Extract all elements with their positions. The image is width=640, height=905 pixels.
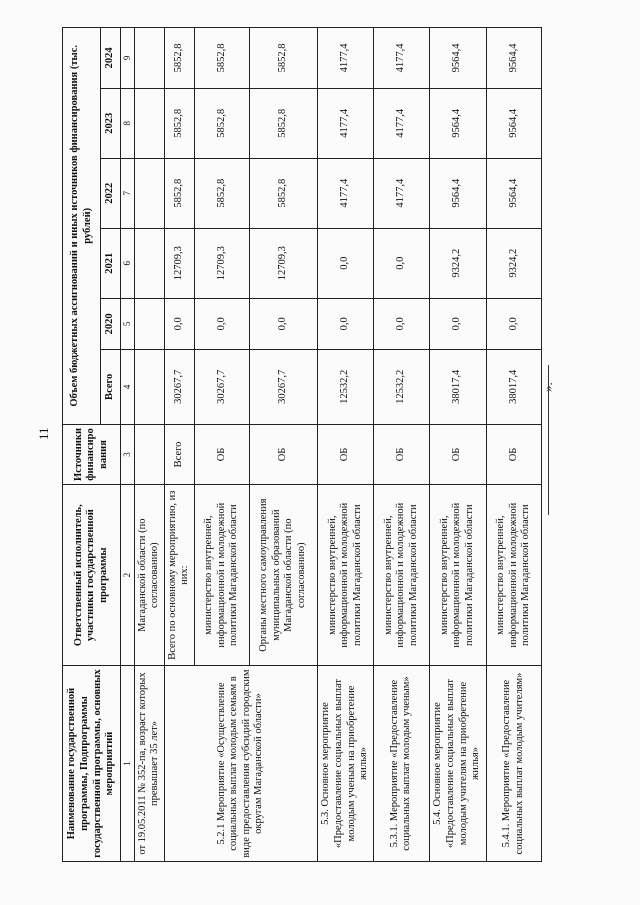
executor-cell: Всего по основному мероприятию, из них: bbox=[164, 485, 194, 666]
table-row bbox=[374, 28, 429, 862]
value-total-cell bbox=[135, 350, 165, 425]
value-2021-cell: 9324,2 bbox=[486, 228, 541, 298]
funding-source-cell: ОБ bbox=[317, 424, 374, 485]
funding-source-cell: ОБ bbox=[194, 424, 249, 485]
value-2020-cell: 0,0 bbox=[317, 298, 374, 349]
table-row bbox=[486, 28, 541, 862]
value-2023-cell: 5852,8 bbox=[194, 88, 249, 158]
table-row bbox=[164, 28, 194, 862]
header-year-2021: 2021 bbox=[101, 228, 121, 298]
value-2023-cell bbox=[135, 88, 165, 158]
value-2020-cell: 0,0 bbox=[486, 298, 541, 349]
value-total-cell: 30267,7 bbox=[194, 350, 249, 425]
value-2024-cell: 4177,4 bbox=[317, 28, 374, 89]
executor-cell: министерство внутренней, информационной и молодежной политики Магаданской области bbox=[374, 485, 429, 666]
value-2024-cell: 9564,4 bbox=[486, 28, 541, 89]
budget-table bbox=[62, 27, 542, 862]
value-2021-cell: 12709,3 bbox=[194, 228, 249, 298]
header-program-name: Наименование государственной программы, Подпрограммы государственной программы, основных мероприятий bbox=[63, 666, 121, 862]
value-2021-cell bbox=[135, 228, 165, 298]
value-2020-cell: 0,0 bbox=[429, 298, 486, 349]
value-2022-cell: 4177,4 bbox=[374, 158, 429, 228]
executor-cell: Магаданской области (по согласованию) bbox=[135, 485, 165, 666]
funding-source-cell: ОБ bbox=[486, 424, 541, 485]
funding-source-cell: Всего bbox=[164, 424, 194, 485]
value-2022-cell: 9564,4 bbox=[429, 158, 486, 228]
value-2020-cell: 0,0 bbox=[164, 298, 194, 349]
header-funding-volume: Объем бюджетных ассигнований и иных источников финансирования (тыс. рублей) bbox=[63, 28, 101, 425]
column-index: 8 bbox=[121, 88, 135, 158]
header-executor: Ответственный исполнитель, участники государственной программы bbox=[63, 485, 121, 666]
column-index: 6 bbox=[121, 228, 135, 298]
value-2024-cell: 5852,8 bbox=[249, 28, 317, 89]
column-index: 5 bbox=[121, 298, 135, 349]
table-row bbox=[429, 28, 486, 862]
closing-rule-line bbox=[548, 365, 549, 515]
program-name-cell: 5.4.1. Мероприятие «Предоставление социальных выплат молодым учителям» bbox=[486, 666, 541, 862]
value-2024-cell: 4177,4 bbox=[374, 28, 429, 89]
value-2020-cell: 0,0 bbox=[374, 298, 429, 349]
value-2023-cell: 5852,8 bbox=[249, 88, 317, 158]
header-year-2020: 2020 bbox=[101, 298, 121, 349]
value-2024-cell: 5852,8 bbox=[194, 28, 249, 89]
column-index: 9 bbox=[121, 28, 135, 89]
executor-cell: министерство внутренней, информационной и молодежной политики Магаданской области bbox=[317, 485, 374, 666]
value-2021-cell: 12709,3 bbox=[249, 228, 317, 298]
value-total-cell: 38017,4 bbox=[429, 350, 486, 425]
program-name-cell: 5.2.1 Мероприятие «Осуществление социальных выплат молодым семьям в виде предоставления субсидий городским округам Магаданской области» bbox=[164, 666, 317, 862]
value-2022-cell: 5852,8 bbox=[249, 158, 317, 228]
page-number: 11 bbox=[36, 427, 51, 440]
value-2023-cell: 4177,4 bbox=[317, 88, 374, 158]
value-2023-cell: 9564,4 bbox=[429, 88, 486, 158]
value-2022-cell: 9564,4 bbox=[486, 158, 541, 228]
column-index: 4 bbox=[121, 350, 135, 425]
value-total-cell: 30267,7 bbox=[164, 350, 194, 425]
value-total-cell: 30267,7 bbox=[249, 350, 317, 425]
value-total-cell: 12532,2 bbox=[317, 350, 374, 425]
header-year-2023: 2023 bbox=[101, 88, 121, 158]
funding-source-cell bbox=[135, 424, 165, 485]
column-index: 7 bbox=[121, 158, 135, 228]
executor-cell: Органы местного самоуправления муниципальных образований Магаданской области (по согласованию) bbox=[249, 485, 317, 666]
column-index-row bbox=[121, 28, 135, 862]
program-name-cell: от 19.05.2011 № 352-па, возраст которых превышает 35 лет» bbox=[135, 666, 165, 862]
value-2022-cell: 5852,8 bbox=[194, 158, 249, 228]
executor-cell: министерство внутренней, информационной и молодежной политики Магаданской области bbox=[194, 485, 249, 666]
executor-cell: министерство внутренней, информационной и молодежной политики Магаданской области bbox=[486, 485, 541, 666]
column-index: 3 bbox=[121, 424, 135, 485]
value-total-cell: 12532,2 bbox=[374, 350, 429, 425]
program-name-cell: 5.3.1. Мероприятие «Предоставление социальных выплат молодым ученым» bbox=[374, 666, 429, 862]
header-total: Всего bbox=[101, 350, 121, 425]
value-2021-cell: 0,0 bbox=[374, 228, 429, 298]
header-year-2024: 2024 bbox=[101, 28, 121, 89]
value-2024-cell: 9564,4 bbox=[429, 28, 486, 89]
closing-quote-mark: ». bbox=[540, 382, 555, 392]
value-2020-cell bbox=[135, 298, 165, 349]
value-2021-cell: 0,0 bbox=[317, 228, 374, 298]
funding-source-cell: ОБ bbox=[429, 424, 486, 485]
value-2024-cell: 5852,8 bbox=[164, 28, 194, 89]
column-index: 2 bbox=[121, 485, 135, 666]
value-2022-cell bbox=[135, 158, 165, 228]
value-2023-cell: 5852,8 bbox=[164, 88, 194, 158]
value-total-cell: 38017,4 bbox=[486, 350, 541, 425]
rotated-document-sheet bbox=[62, 27, 542, 862]
table-row bbox=[317, 28, 374, 862]
column-index: 1 bbox=[121, 666, 135, 862]
value-2021-cell: 12709,3 bbox=[164, 228, 194, 298]
value-2022-cell: 5852,8 bbox=[164, 158, 194, 228]
value-2020-cell: 0,0 bbox=[194, 298, 249, 349]
value-2023-cell: 9564,4 bbox=[486, 88, 541, 158]
executor-cell: министерство внутренней, информационной и молодежной политики Магаданской области bbox=[429, 485, 486, 666]
value-2021-cell: 9324,2 bbox=[429, 228, 486, 298]
value-2023-cell: 4177,4 bbox=[374, 88, 429, 158]
header-year-2022: 2022 bbox=[101, 158, 121, 228]
header-funding-source: Источники финансиро вания bbox=[63, 424, 121, 485]
value-2022-cell: 4177,4 bbox=[317, 158, 374, 228]
funding-source-cell: ОБ bbox=[249, 424, 317, 485]
program-name-cell: 5.3. Основное мероприятие «Предоставление социальных выплат молодым ученым на приобретение жилья» bbox=[317, 666, 374, 862]
value-2024-cell bbox=[135, 28, 165, 89]
table-row bbox=[135, 28, 165, 862]
funding-source-cell: ОБ bbox=[374, 424, 429, 485]
value-2020-cell: 0,0 bbox=[249, 298, 317, 349]
program-name-cell: 5.4. Основное мероприятие «Предоставление социальных выплат молодым учителям на приобретение жилья» bbox=[429, 666, 486, 862]
